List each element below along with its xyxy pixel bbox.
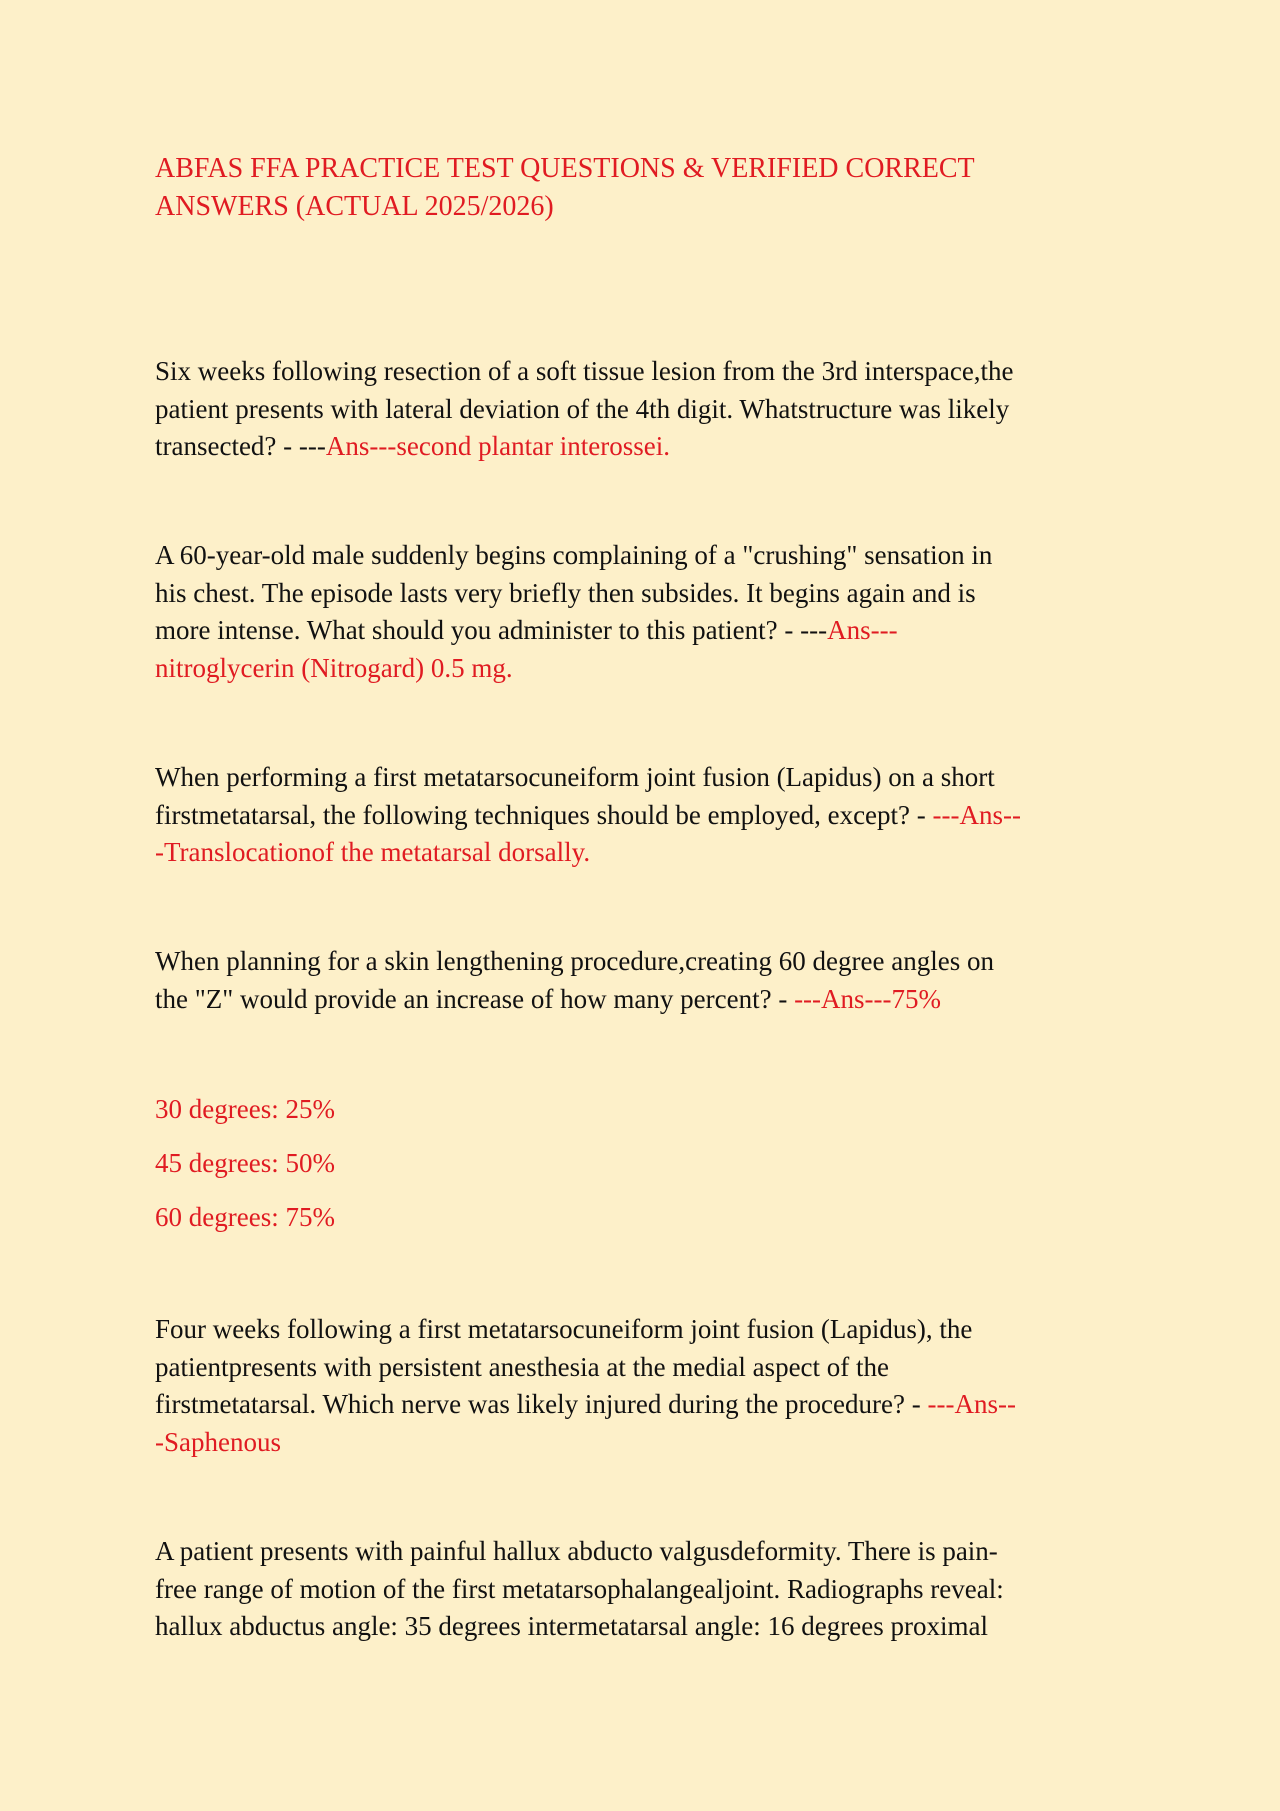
- answer-1: Ans---second plantar interossei.: [325, 431, 671, 461]
- answer-5-part-2: -Saphenous: [155, 1426, 281, 1457]
- question-5: Four weeks following a first metatarsocuneiform joint fusion (Lapidus), the patientpresents with persistent anesthesia at the medial aspect of the firstmetatarsal. Which nerve was likely injured during the procedure? - ---Ans-- -Saphenous: [155, 1314, 1016, 1457]
- answer-5-part-1: ---Ans--: [927, 1389, 1016, 1419]
- answer-4: ---Ans---75%: [794, 983, 942, 1014]
- answer-3-part-1: ---Ans--: [932, 799, 1021, 830]
- question-4: When planning for a skin lengthening procedure,creating 60 degree angles on the "Z" would provide an increase of how many percent? - ---Ans---75%: [155, 946, 994, 1014]
- document-title: [155, 150, 1135, 226]
- list-item: 45 degrees: 50%: [155, 1148, 335, 1178]
- list-item: 30 degrees: 25%: [155, 1094, 335, 1124]
- question-2: A 60-year-old male suddenly begins complaining of a "crushing" sensation in his chest. The episode lasts very briefly then subsides. It begins again and is more intense. What should you administer to this patient? - ---Ans--- nitroglycerin (Nitrogard) 0.5 mg.: [155, 540, 993, 683]
- answer-2-part-1: Ans---: [827, 615, 898, 645]
- question-3: When performing a first metatarsocuneiform joint fusion (Lapidus) on a short firstmetatarsal, the following techniques should be employed, except? - ---Ans-- -Translocationof the metatarsal dorsally.: [155, 762, 1021, 867]
- question-1: Six weeks following resection of a soft tissue lesion from the 3rd interspace,the patient presents with lateral deviation of the 4th digit. Whatstructure was likely transected? - ---Ans---second plantar interossei.: [155, 356, 1014, 461]
- title-line-1: ABFAS FFA PRACTICE TEST QUESTIONS & VERIFIED CORRECT: [155, 153, 975, 184]
- question-6: A patient presents with painful hallux abducto valgusdeformity. There is pain- free range of motion of the first metatarsophalangealjoint. Radiographs reveal: hallux abductus angle: 35 degrees intermetatarsal angle: 16 degrees proximal: [155, 1536, 1004, 1641]
- list-item: 60 degrees: 75%: [155, 1202, 335, 1232]
- title-line-2: ANSWERS (ACTUAL 2025/2026): [155, 191, 554, 222]
- answer-2-part-2: nitroglycerin (Nitrogard) 0.5 mg.: [155, 652, 513, 683]
- answer-3-part-2: -Translocationof the metatarsal dorsally.: [155, 837, 591, 867]
